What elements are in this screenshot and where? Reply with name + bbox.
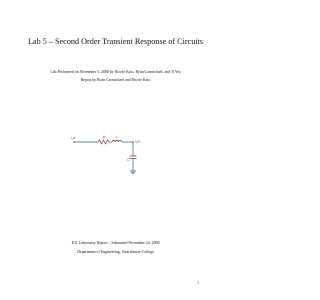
label-vt: VT: [71, 136, 77, 141]
label-l: L: [116, 136, 119, 140]
label-r: R: [103, 136, 106, 140]
inductor-icon: [112, 140, 122, 142]
resistor-icon: [98, 140, 109, 144]
footer-report-line: E11 Laboratory Report – Submitted November 24, 2008: [71, 241, 160, 245]
document-title: Lab 5 – Second Order Transient Response of Circuits: [27, 37, 204, 46]
report-author-line: Report by Ryan Carmichael and Nicole Kato: [80, 78, 151, 82]
circuit-diagram: [70, 136, 150, 186]
performed-line: Lab Performed on November 5, 2008 by Nicole Kato, Ryan Carmichael, and Ti Wu: [50, 70, 181, 74]
page-number: 1: [197, 280, 199, 285]
node-vt: [73, 141, 75, 143]
footer-department-line: Department of Engineering, Swarthmore College: [77, 250, 154, 254]
label-vc: VC: [135, 139, 141, 144]
label-c: C: [127, 157, 130, 162]
